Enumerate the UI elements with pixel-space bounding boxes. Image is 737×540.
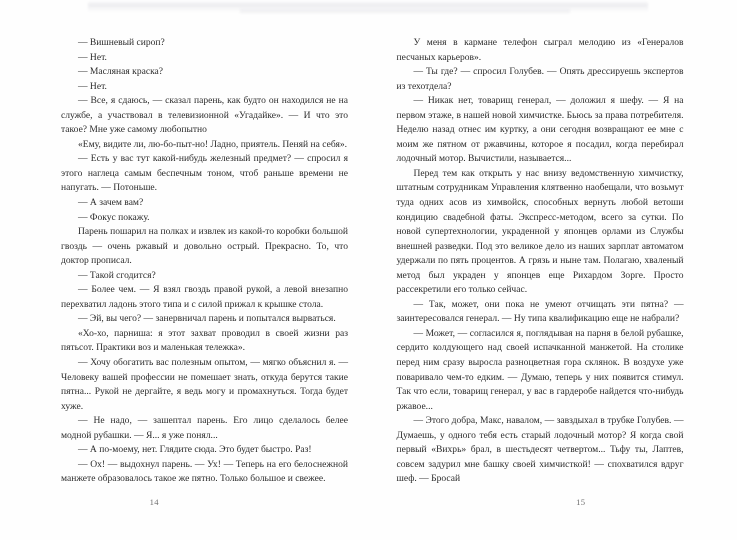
paragraph: — Так, может, они пока не умеют отчищать эти пятна? — заинтересовался генерал. — Ну типа квалификацию еще не набрали? (396, 298, 684, 325)
page-left-textblock (61, 36, 348, 487)
paragraph: — Более чем. — Я взял гвоздь правой рукой, а левой внезапно перехватил ладонь этого типа и с силой прижал к крышке стола. (61, 284, 348, 310)
paragraph: «Ему, видите ли, лю-бо-пыт-но! Ладно, приятель. Пеняй на себя». (78, 138, 348, 150)
paragraph: — Хочу обогатить вас полезным опытом, — мягко объяснил я. — Человеку вашей профессии не помешает знать, откуда берутся такие пятна... Рукой не дергайте, я ведь могу и промахнуться. Тогда будет хуже. (61, 357, 348, 412)
paragraph: — Этого добра, Макс, навалом, — завздыхал в трубке Голубев. — Думаешь, у одного тебя есть старый лодочный мотор? Я когда свой первый «Вихрь» брал, в шестьдесят четвертом... Тьфу ты, Лаптев, совсем задурил мне башку своей химчисткой! — спохватился вдруг шеф. — Бросай (396, 415, 684, 485)
paragraph: — Фокус покажу. (78, 211, 150, 223)
paragraph: — Все, я сдаюсь, — сказал парень, как будто он находился не на службе, а участвовал в телевизионной «Угадайке». — И что это такое? Мне уже самому любопытно (61, 95, 348, 136)
paragraph: — Масляная краска? (78, 66, 164, 78)
paragraph: Перед тем как открыть у нас внизу ведомственную химчистку, штатным сотрудникам Управления клятвенно наобещали, что возьмут туда одних асов из химвойск, способных вернуть любой ветоши кондицию свадебной фаты. Экспресс-методом, всего за сутки. По новой супертехнологии, украденной у японцев орлами из Службы внешней разведки. Под это великое дело из наших зарплат автоматом удержали по пять процентов. А грязь и ныне там. Полагаю, хваленый метод был украден у японцев еще Рихардом Зорге. Просто рассекретили его только сейчас. (396, 167, 684, 296)
paragraph: — Нет. (78, 51, 107, 63)
paragraph: У меня в кармане телефон сыграл мелодию из «Генералов песчаных карьеров». (396, 37, 684, 63)
paragraph: «Хо-хо, парниша: я этот захват проводил в своей жизни раз пятьсот. Практики воз и маленькая тележка». (61, 327, 348, 354)
paragraph: — Нет. (78, 80, 107, 92)
paragraph: — А по-моему, нет. Глядите сюда. Это будет быстро. Раз! (78, 444, 312, 456)
paragraph: — Эй, вы чего? — занервничал парень и попытался вырваться. (78, 313, 336, 325)
paragraph: — Не надо, — зашептал парень. Его лицо сделалось белее модной рубашки. — Я... я уже понял... (61, 415, 348, 441)
book-page-right (369, 0, 737, 540)
paragraph: — А зачем вам? (78, 197, 144, 209)
paragraph: — Есть у вас тут какой-нибудь железный предмет? — спросил я этого наглеца самым беспечным тоном, чтоб раньше времени не напугать. — Потоньше. (61, 153, 348, 194)
page-right-textblock (397, 36, 684, 487)
paragraph: — Ты где? — спросил Голубев. — Опять дрессируешь экспертов из техотдела? (396, 66, 684, 92)
page-number-left: 14 (149, 497, 159, 507)
paragraph: Парень пошарил на полках и извлек из какой-то коробки большой гвоздь — очень ржавый и довольно острый. Прекрасно. То, что доктор прописал. (61, 226, 348, 267)
paragraph: — Никак нет, товарищ генерал, — доложил я шефу. — Я на первом этаже, в нашей новой химчистке. Бьюсь за права потребителя. Неделю назад отнес им куртку, а они сегодня возвращают ее мне с моим же пятном от ржавчины, которое я посадил, когда перебирал лодочный мотор. Вычистили, называется... (396, 95, 684, 165)
page-number-right: 15 (576, 497, 586, 507)
paragraph: — Может, — согласился я, поглядывая на парня в белой рубашке, сердито колдующего над своей испачканной манжетой. На столике перед ним сразу выросла разноцветная гора склянок. В воздухе уже поваривало чем-то едким. — Думаю, теперь у них появится стимул. Так что если, товарищ генерал, у вас в гардеробе найдется что-нибудь ржавое... (396, 327, 684, 412)
paragraph: — Ох! — выдохнул парень. — Ух! — Теперь на его белоснежной манжете образовалось такое же пятно. Только большое и свежее. (61, 458, 348, 485)
paragraph: — Вишневый сироп? (78, 37, 165, 48)
paragraph: — Такой сгодится? (78, 269, 156, 281)
